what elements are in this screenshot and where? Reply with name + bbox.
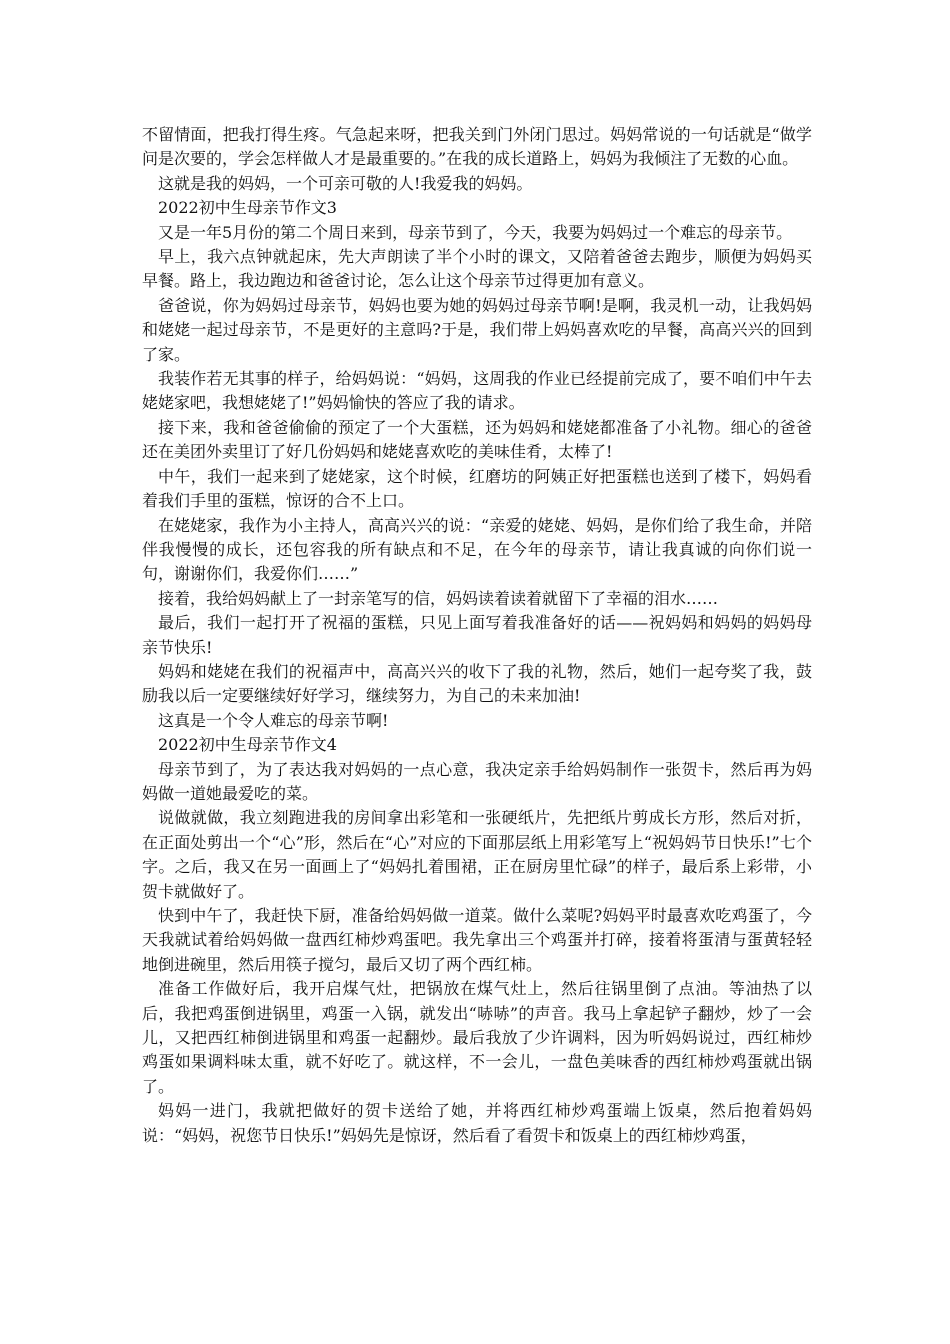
section-heading: 2022初中生母亲节作文3: [158, 198, 337, 218]
paragraph: 快到中午了，我赶快下厨，准备给妈妈做一道菜。做什么菜呢?妈妈平时最喜欢吃鸡蛋了，今天我就试着给妈妈做一盘西红柿炒鸡蛋吧。我先拿出三个鸡蛋并打碎，接着将蛋清与蛋黄轻轻地倒进碗里，然后用筷子搅匀，最后又切了两个西红柿。: [142, 906, 812, 974]
paragraph: 母亲节到了，为了表达我对妈妈的一点心意，我决定亲手给妈妈制作一张贺卡，然后再为妈妈做一道她最爱吃的菜。: [142, 759, 812, 803]
paragraph: 妈妈和姥姥在我们的祝福声中，高高兴兴的收下了我的礼物，然后，她们一起夸奖了我，鼓励我以后一定要继续好好学习，继续努力，为自己的未来加油!: [142, 661, 812, 706]
paragraph: 接着，我给妈妈献上了一封亲笔写的信，妈妈读着读着就留下了幸福的泪水……: [158, 588, 719, 608]
paragraph: 说做就做，我立刻跑进我的房间拿出彩笔和一张硬纸片，先把纸片剪成长方形，然后对折，在正面处剪出一个“心”形，然后在“心”对应的下面那层纸上用彩笔写上“祝妈妈节日快乐!”七个字。之后，我又在另一面画上了“妈妈扎着围裙，正在厨房里忙碌”的样子，最后系上彩带，小贺卡就做好了。: [142, 808, 812, 901]
paragraph: 早上，我六点钟就起床，先大声朗读了半个小时的课文，又陪着爸爸去跑步，顺便为妈妈买早餐。路上，我边跑边和爸爸讨论，怎么让这个母亲节过得更加有意义。: [142, 247, 812, 291]
paragraph: 在姥姥家，我作为小主持人，高高兴兴的说：“亲爱的姥姥、妈妈，是你们给了我生命，并陪伴我慢慢的成长，还包容我的所有缺点和不足，在今年的母亲节，请让我真诚的向你们说一句，谢谢你们，我爱你们……”: [142, 515, 812, 584]
paragraph: 又是一年5月份的第二个周日来到，母亲节到了，今天，我要为妈妈过一个难忘的母亲节。: [158, 222, 793, 242]
paragraph: 这就是我的妈妈，一个可亲可敬的人!我爱我的妈妈。: [158, 173, 533, 193]
paragraph: 最后，我们一起打开了祝福的蛋糕，只见上面写着我准备好的话——祝妈妈和妈妈的妈妈母亲节快乐!: [142, 613, 812, 657]
paragraph: 爸爸说，你为妈妈过母亲节，妈妈也要为她的妈妈过母亲节啊!是啊，我灵机一动，让我妈妈和姥姥一起过母亲节，不是更好的主意吗?于是，我们带上妈妈喜欢吃的早餐，高高兴兴的回到了家。: [142, 295, 812, 364]
paragraph: 准备工作做好后，我开启煤气灶，把锅放在煤气灶上，然后往锅里倒了点油。等油热了以后，我把鸡蛋倒进锅里，鸡蛋一入锅，就发出“哧哧”的声音。我马上拿起铲子翻炒，炒了一会儿，又把西红柿倒进锅里和鸡蛋一起翻炒。最后我放了少许调料，因为听妈妈说过，西红柿炒鸡蛋如果调料味太重，就不好吃了。就这样，不一会儿，一盘色美味香的西红柿炒鸡蛋就出锅了。: [142, 979, 812, 1096]
paragraph: 妈妈一进门，我就把做好的贺卡送给了她，并将西红柿炒鸡蛋端上饭桌，然后抱着妈妈说：“妈妈，祝您节日快乐!”妈妈先是惊讶，然后看了看贺卡和饭桌上的西红柿炒鸡蛋，: [142, 1101, 812, 1145]
paragraph: 不留情面，把我打得生疼。气急起来呀，把我关到门外闭门思过。妈妈常说的一句话就是“做学问是次要的，学会怎样做人才是最重要的。”在我的成长道路上，妈妈为我倾注了无数的心血。: [142, 125, 812, 169]
section-heading: 2022初中生母亲节作文4: [158, 735, 337, 755]
document-body: [142, 123, 812, 1148]
paragraph: 接下来，我和爸爸偷偷的预定了一个大蛋糕，还为妈妈和姥姥都准备了小礼物。细心的爸爸还在美团外卖里订了好几份妈妈和姥姥喜欢吃的美味佳肴，太棒了!: [142, 417, 812, 462]
paragraph: 这真是一个令人难忘的母亲节啊!: [158, 710, 389, 730]
paragraph: 中午，我们一起来到了姥姥家，这个时候，红磨坊的阿姨正好把蛋糕也送到了楼下，妈妈看着我们手里的蛋糕，惊讶的合不上口。: [142, 466, 812, 511]
paragraph: 我装作若无其事的样子，给妈妈说：“妈妈，这周我的作业已经提前完成了，要不咱们中午去姥姥家吧，我想姥姥了!”妈妈愉快的答应了我的请求。: [142, 369, 812, 413]
